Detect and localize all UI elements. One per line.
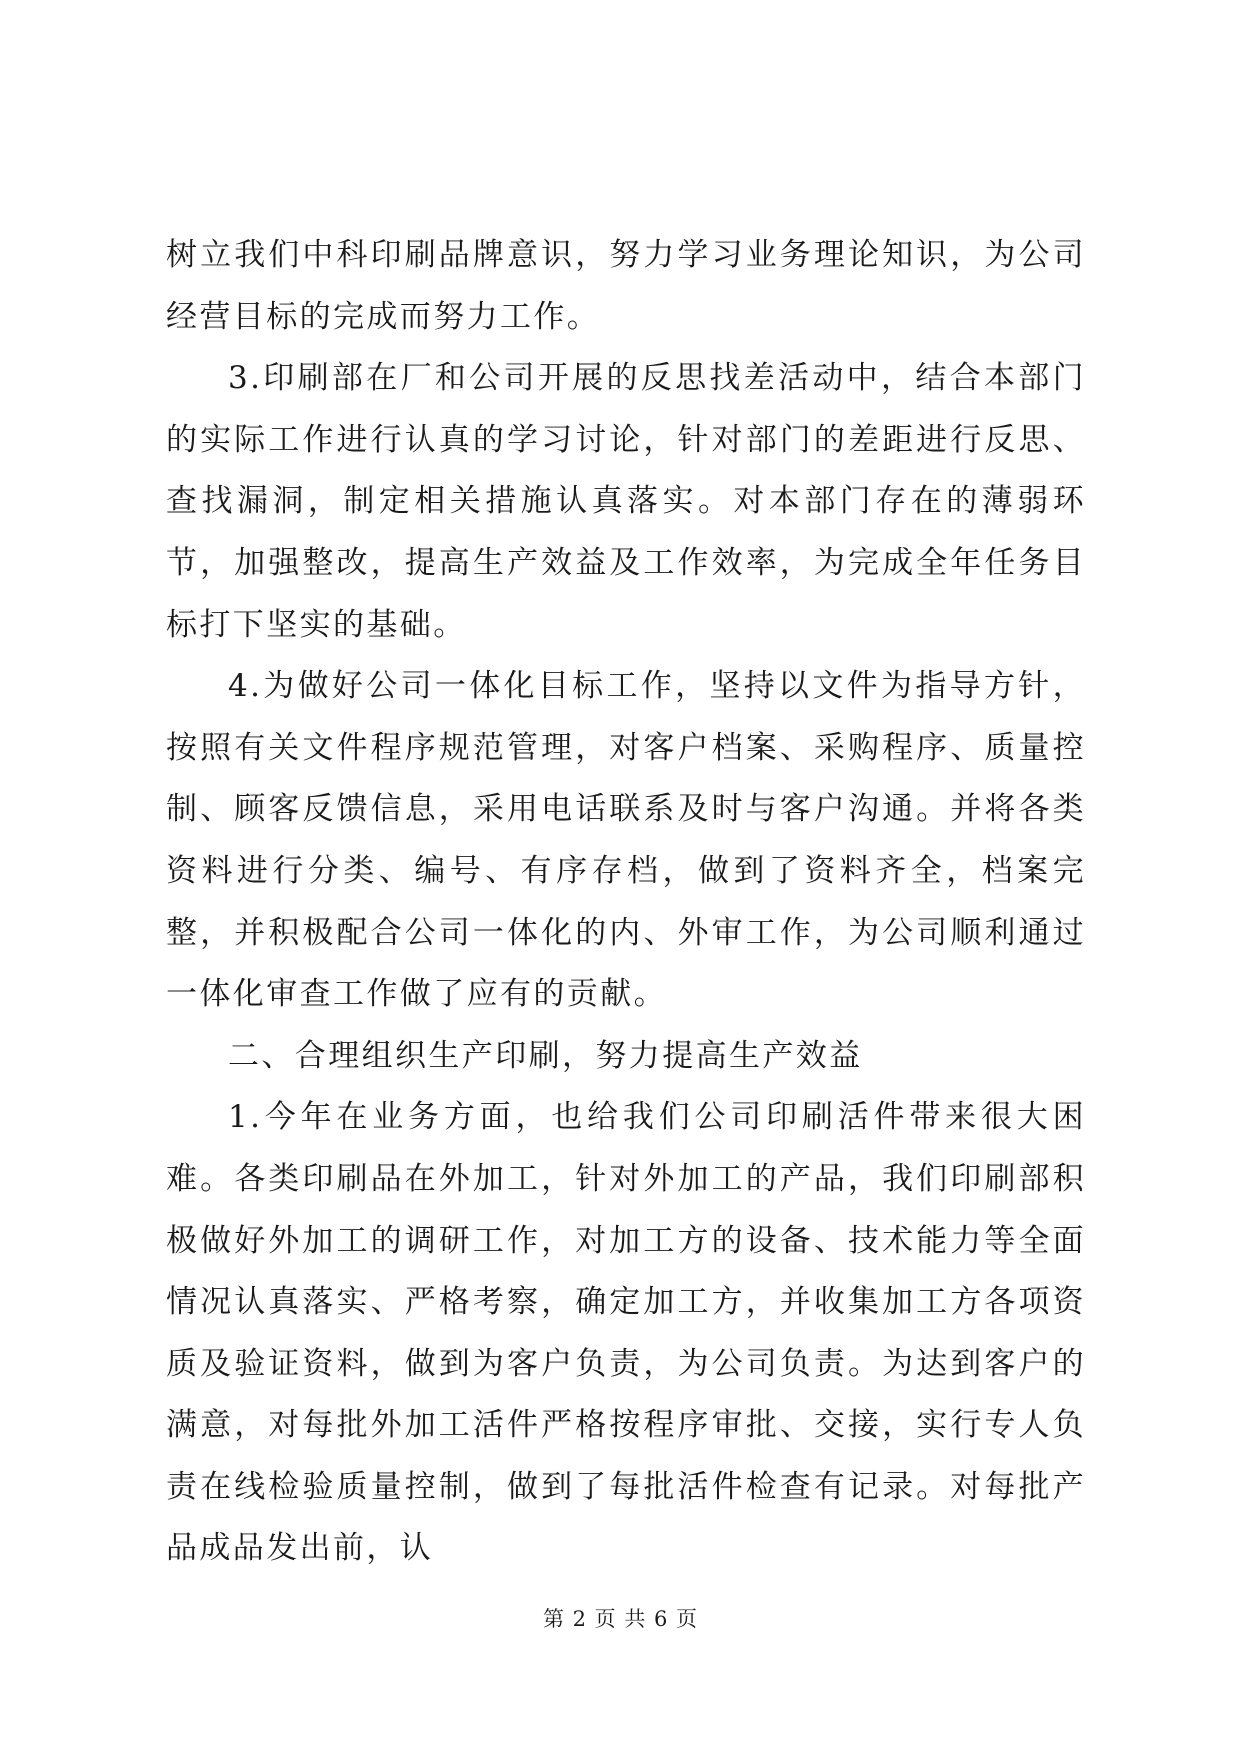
paragraph-continuation: 树立我们中科印刷品牌意识，努力学习业务理论知识，为公司经营目标的完成而努力工作。 [166, 237, 1086, 335]
paragraph-item-4: 4.为做好公司一体化目标工作，坚持以文件为指导方针，按照有关文件程序规范管理，对客户档案、采购程序、质量控制、顾客反馈信息，采用电话联系及时与客户沟通。并将各类资料进行分类、编号、有序存档，做到了资料齐全，档案完整，并积极配合公司一体化的内、外审工作，为公司顺利通过一体化审查工作做了应有的贡献。 [166, 668, 1086, 1013]
section-heading-2: 二、合理组织生产印刷，努力提高生产效益 [228, 1037, 863, 1074]
paragraph-item-3: 3.印刷部在厂和公司开展的反思找差活动中，结合本部门的实际工作进行认真的学习讨论，针对部门的差距进行反思、查找漏洞，制定相关措施认真落实。对本部门存在的薄弱环节，加强整改，提高生产效益及工作效率，为完成全年任务目标打下坚实的基础。 [166, 360, 1086, 643]
document-body [166, 225, 1086, 1580]
page-footer: 第 2 页 共 6 页 [542, 1607, 699, 1631]
paragraph-item-1: 1.今年在业务方面，也给我们公司印刷活件带来很大困难。各类印刷品在外加工，针对外加工的产品，我们印刷部积极做好外加工的调研工作，对加工方的设备、技术能力等全面情况认真落实、严格考察，确定加工方，并收集加工方各项资质及验证资料，做到为客户负责，为公司负责。为达到客户的满意，对每批外加工活件严格按程序审批、交接，实行专人负责在线检验质量控制，做到了每批活件检查有记录。对每批产品成品发出前，认 [166, 1099, 1086, 1567]
